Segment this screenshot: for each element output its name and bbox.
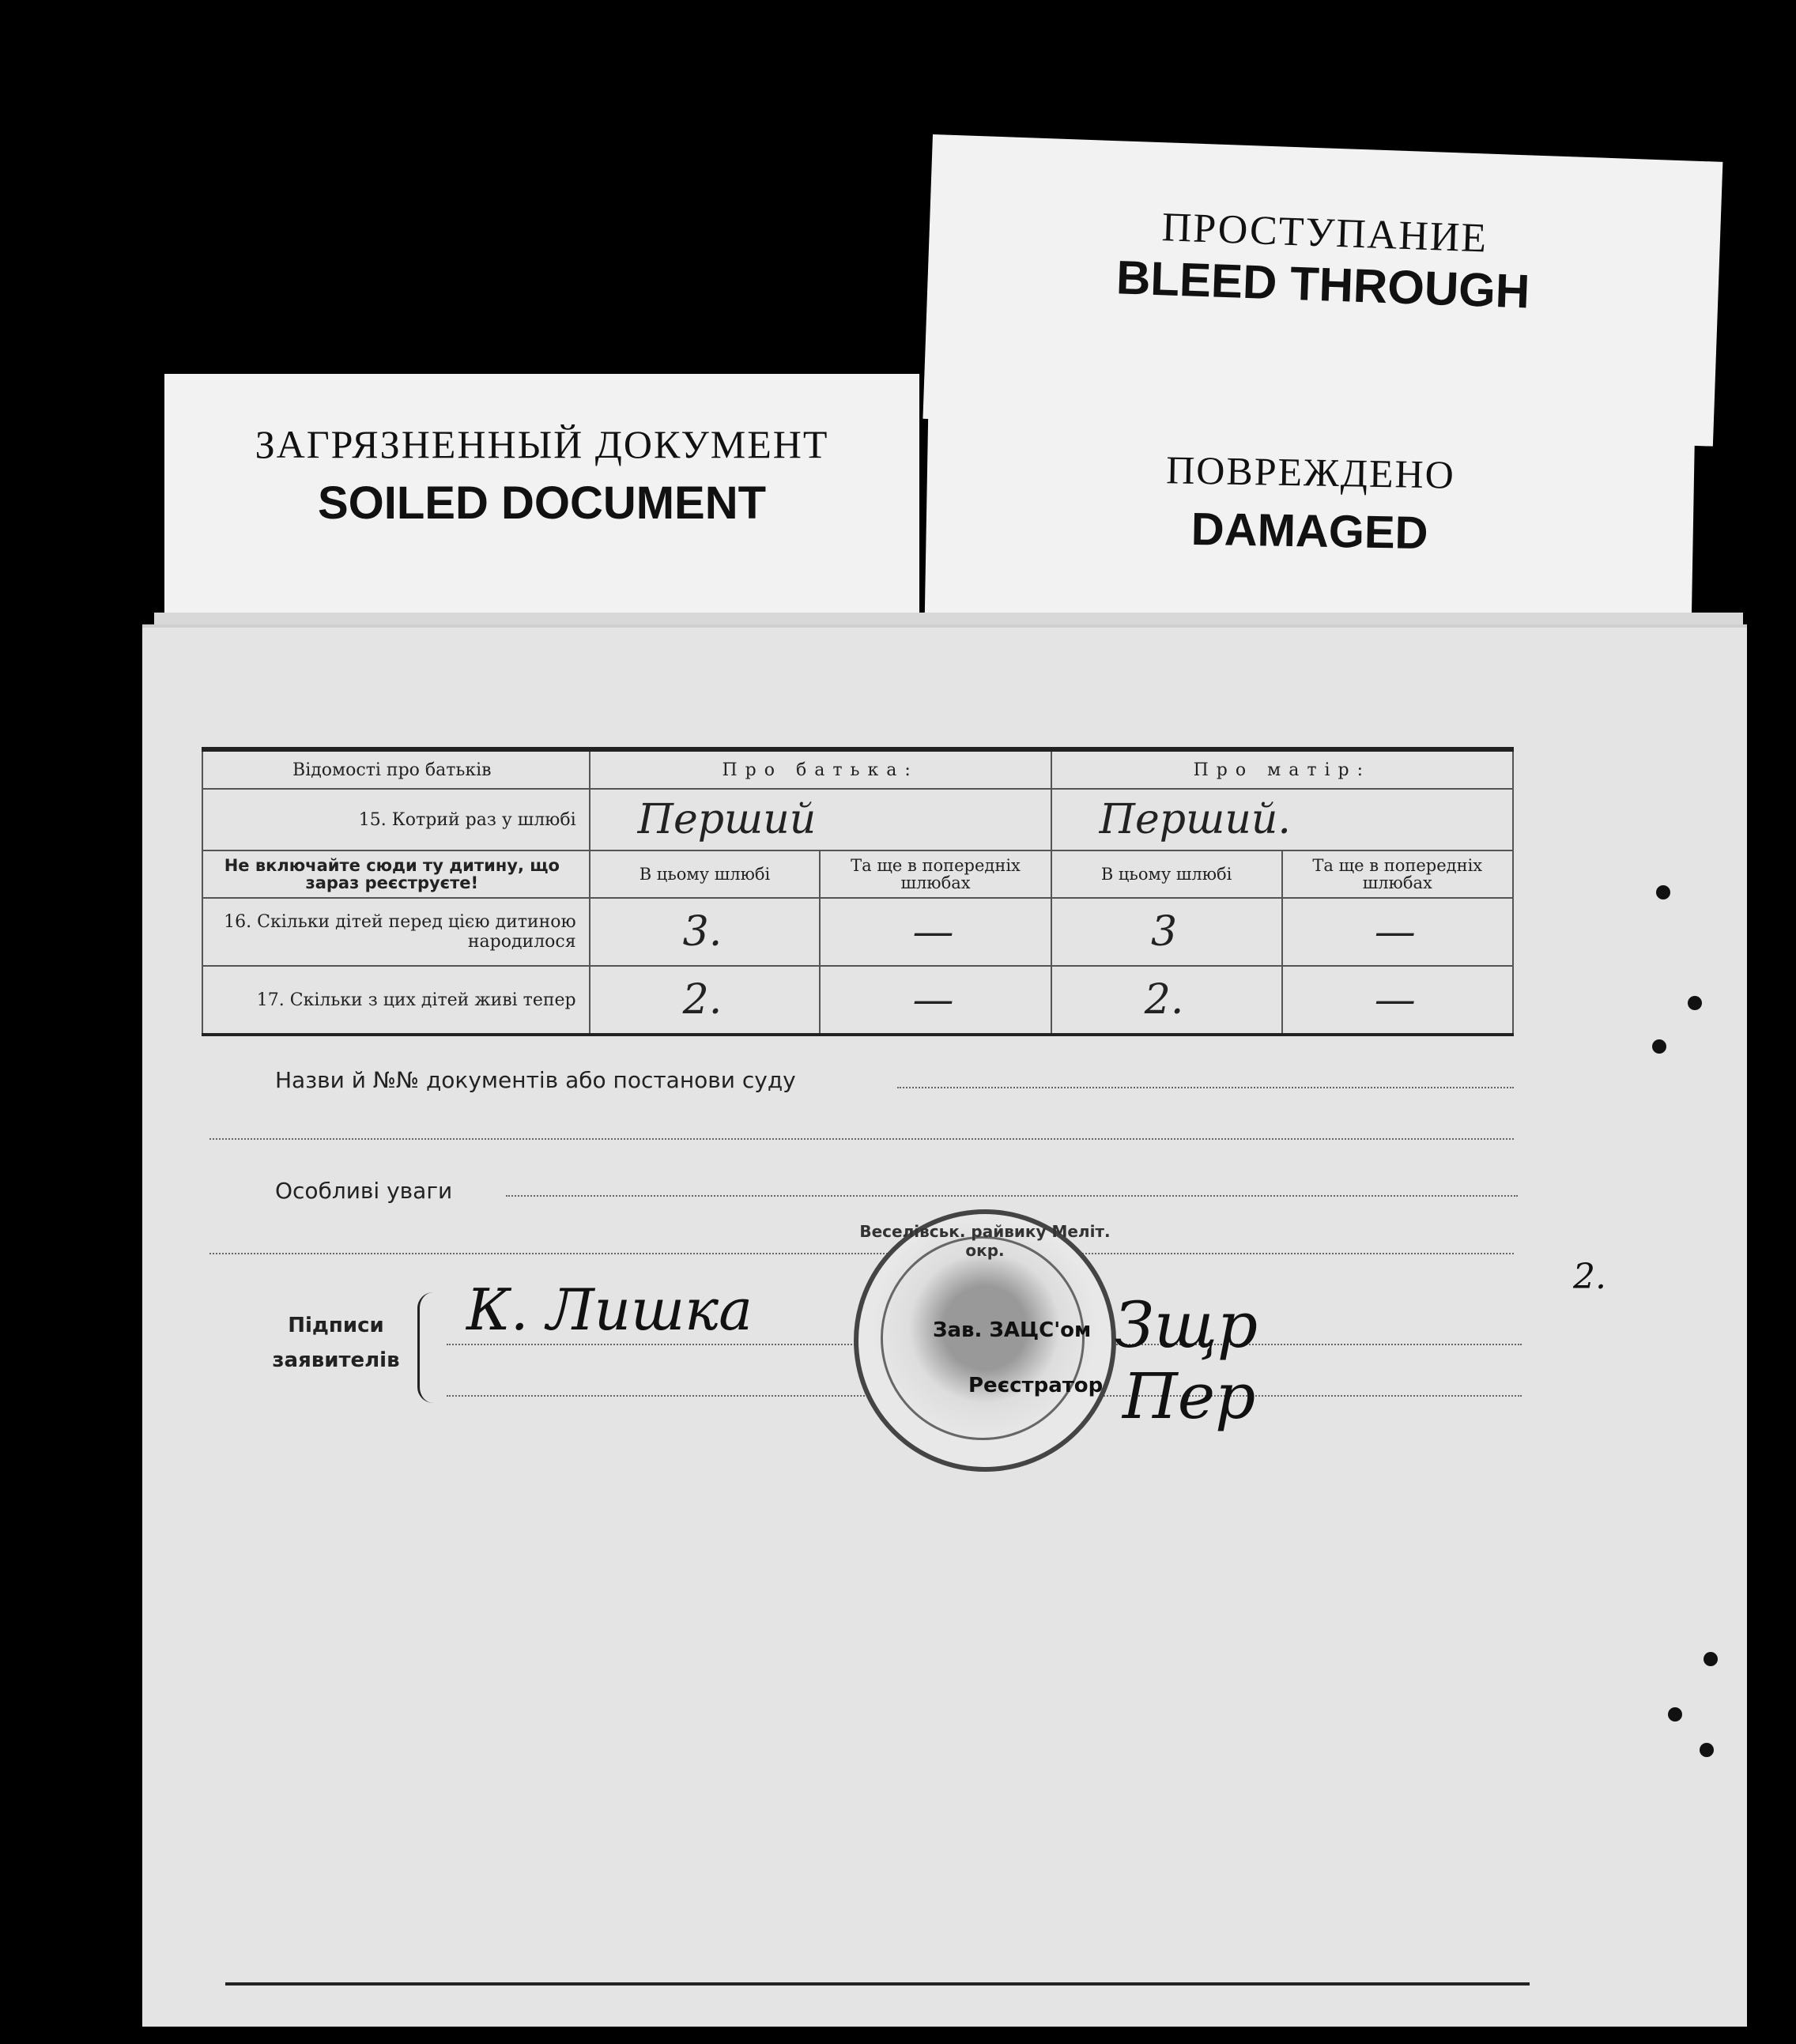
registrar-signature: Пер — [1122, 1360, 1256, 1433]
row-15-father-value: Перший — [590, 789, 1051, 850]
documents-line — [897, 1087, 1514, 1088]
row-16-father-prev: — — [820, 898, 1051, 966]
registrar-label: Реєстратор — [968, 1374, 1104, 1397]
damaged-en: DAMAGED — [1190, 503, 1429, 560]
row-17-father-this: 2. — [590, 966, 821, 1035]
parents-table — [202, 747, 1514, 1036]
table-header-row — [202, 749, 1513, 789]
head-label: Зав. ЗАЦС'ом — [933, 1318, 1092, 1342]
soiled-document-card — [164, 374, 919, 635]
subheader-mother-this: В цьому шлюбі — [1051, 850, 1282, 898]
signatures-label — [261, 1308, 411, 1378]
row-16-mother-this: 3 — [1051, 898, 1282, 966]
signatures-label-line2: заявителів — [272, 1348, 400, 1372]
bleed-through-ru: ПРОСТУПАНИЕ — [1160, 205, 1489, 262]
row-17-label: 17. Скільки з цих дітей живі тепер — [202, 966, 590, 1035]
damaged-ru: ПОВРЕЖДЕНО — [1165, 447, 1456, 497]
documents-label: Назви й №№ документів або постанови суду — [275, 1067, 796, 1093]
binding-hole — [1656, 885, 1670, 899]
header-parents-info: Відомості про батьків — [202, 749, 590, 789]
binding-hole — [1668, 1707, 1682, 1722]
soiled-document-en: SOILED DOCUMENT — [317, 477, 767, 529]
subheader-row — [202, 850, 1513, 898]
header-father: Про батька: — [590, 749, 1051, 789]
notes-label: Особливі уваги — [275, 1178, 453, 1204]
subheader-mother-prev: Та ще в попередніх шлюбах — [1282, 850, 1513, 898]
subheader-father-this: В цьому шлюбі — [590, 850, 821, 898]
row-16-father-this: 3. — [590, 898, 821, 966]
binding-hole — [1700, 1743, 1714, 1757]
row-16-mother-prev: — — [1282, 898, 1513, 966]
margin-note: 2. — [1573, 1257, 1606, 1297]
row-17-mother-prev: — — [1282, 966, 1513, 1035]
row-16-label: 16. Скільки дітей перед цією дитиною народилося — [202, 898, 590, 966]
header-mother: Про матір: — [1051, 749, 1513, 789]
binding-hole — [1704, 1652, 1718, 1666]
subheader-father-prev: Та ще в попередніх шлюбах — [820, 850, 1051, 898]
applicant-signature: К. Лишка — [466, 1277, 753, 1343]
bottom-rule — [225, 1982, 1530, 1986]
row-15 — [202, 789, 1513, 850]
head-signature: Зщр — [1115, 1288, 1258, 1362]
signatures-brace — [417, 1292, 434, 1403]
row-15-label: 15. Котрий раз у шлюбі — [202, 789, 590, 850]
binding-hole — [1688, 996, 1702, 1010]
documents-line-2 — [209, 1138, 1514, 1140]
row-15-mother-value: Перший. — [1051, 789, 1513, 850]
signatures-label-line1: Підписи — [288, 1314, 384, 1337]
binding-hole — [1652, 1039, 1666, 1054]
row-16 — [202, 898, 1513, 966]
soiled-document-ru: ЗАГРЯЗНЕННЫЙ ДОКУМЕНТ — [255, 422, 829, 466]
row-17 — [202, 966, 1513, 1035]
notes-line — [506, 1195, 1518, 1197]
row-17-father-prev: — — [820, 966, 1051, 1035]
bleed-through-en: BLEED THROUGH — [1115, 251, 1531, 319]
row-17-mother-this: 2. — [1051, 966, 1282, 1035]
subheader-note: Не включайте сюди ту дитину, що зараз реєструєте! — [202, 850, 590, 898]
stamp-ring-text: Веселівськ. райвику Меліт. окр. — [859, 1222, 1111, 1260]
